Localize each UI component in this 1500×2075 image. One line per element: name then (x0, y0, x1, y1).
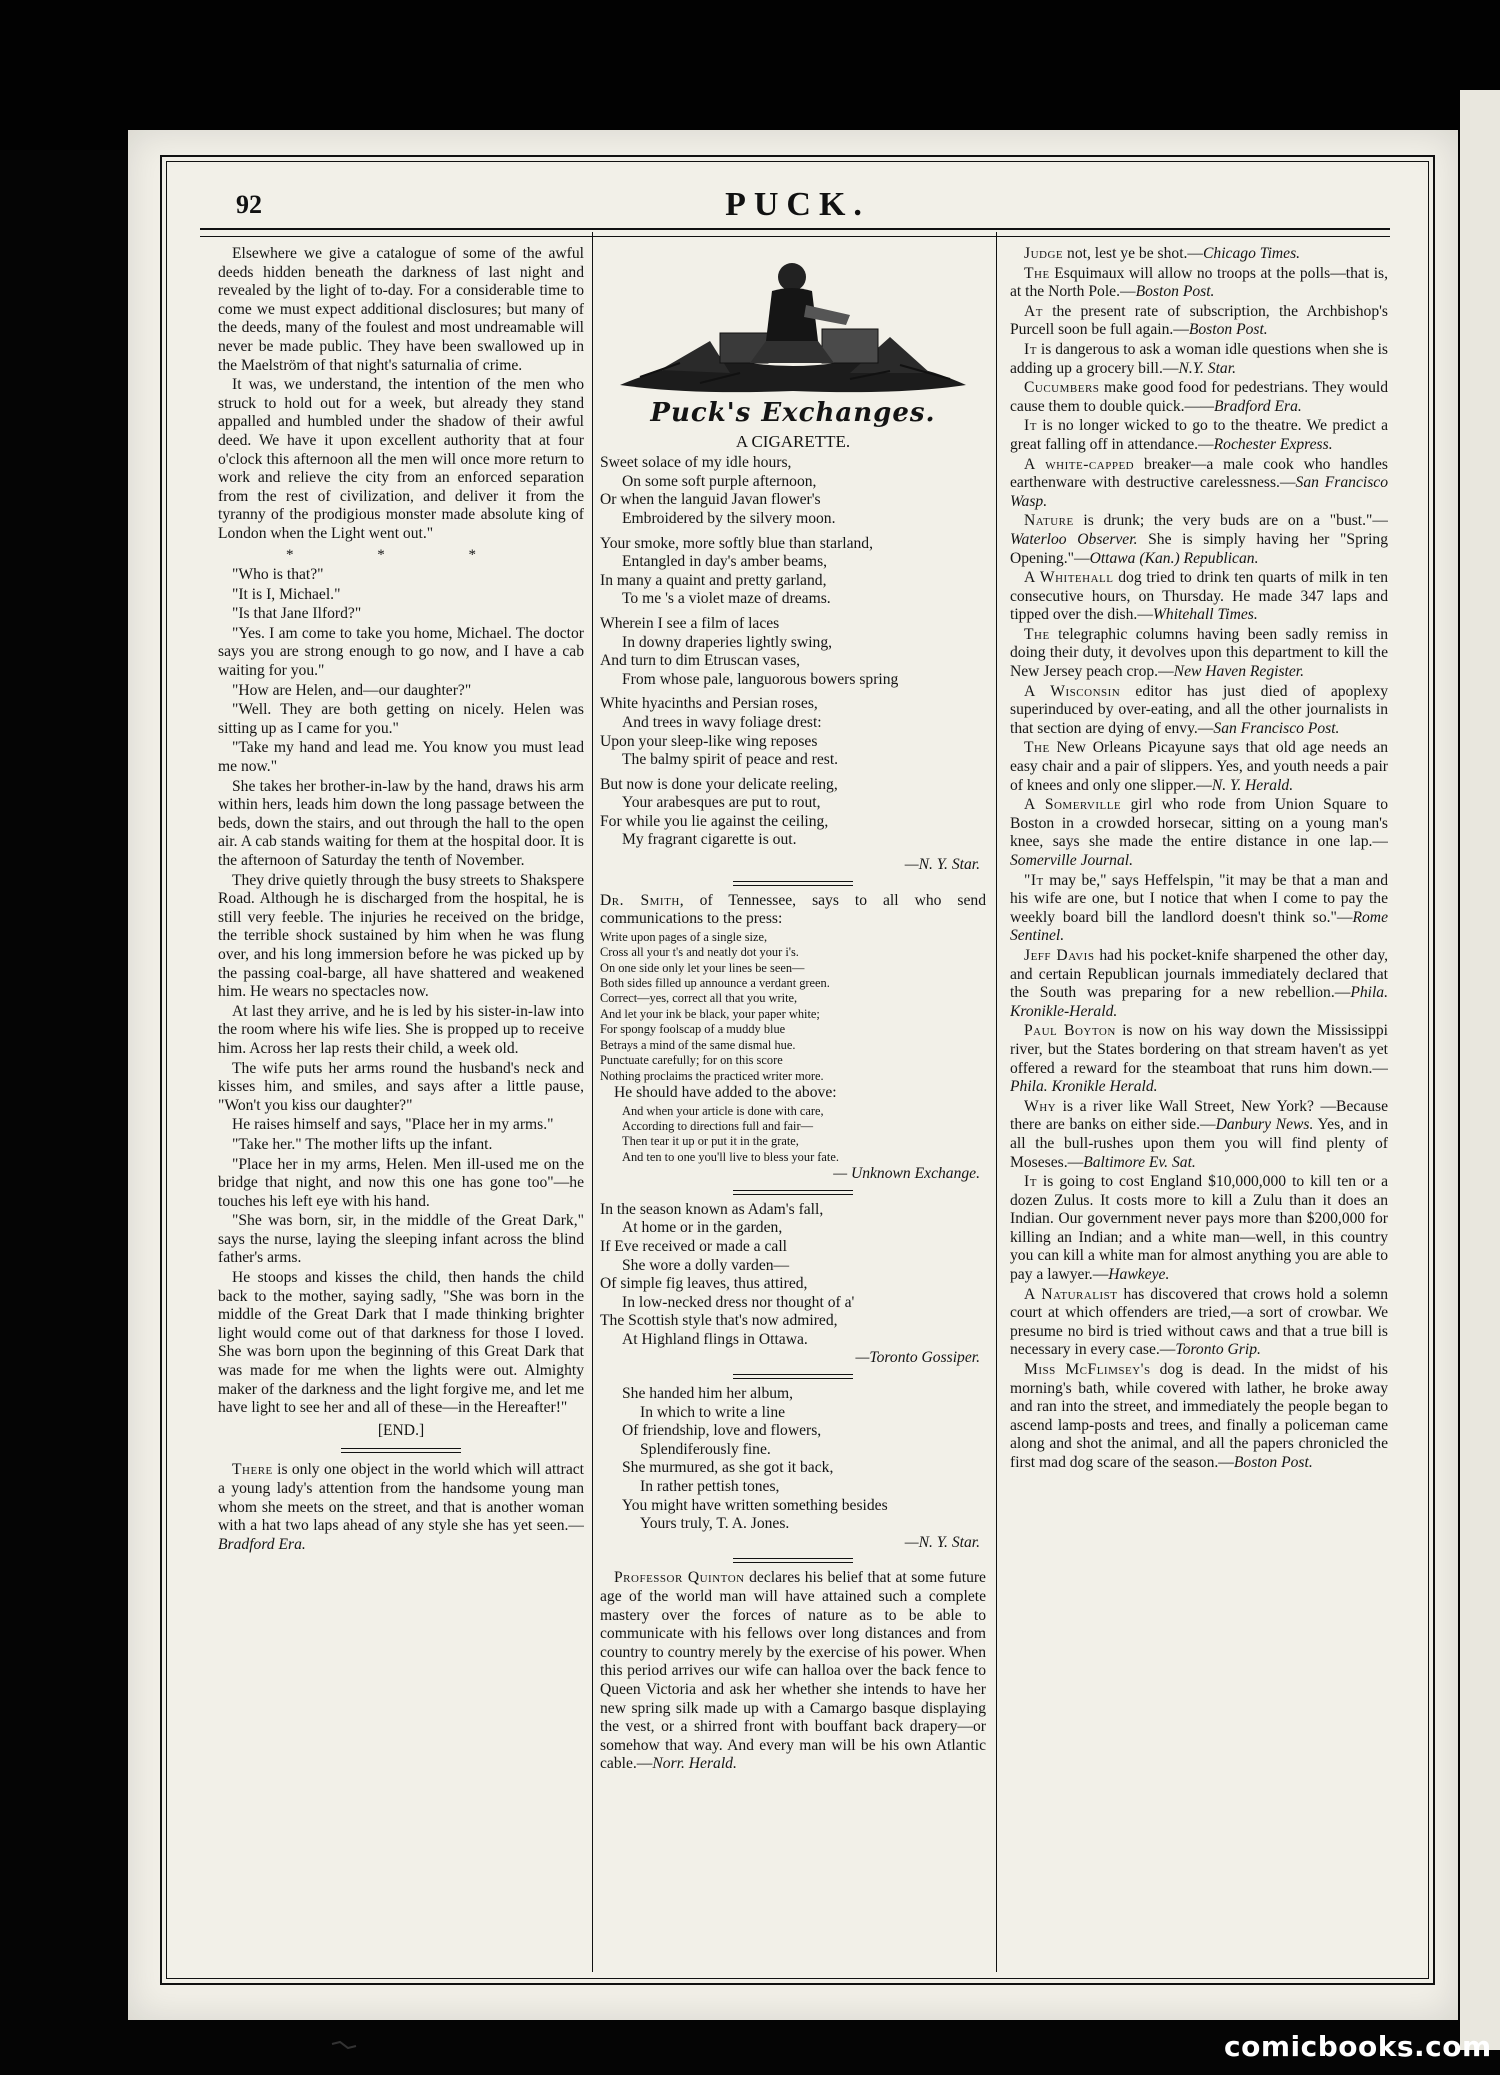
lead-word: At (1024, 302, 1043, 320)
lead-word: A Naturalist (1024, 1285, 1118, 1303)
exchange-item (1010, 569, 1388, 625)
masthead-title: PUCK. (725, 186, 870, 223)
source-credit: Whitehall Times. (1152, 606, 1258, 624)
lead-word: It (1024, 1173, 1037, 1191)
item-text: may be," says Heffelspin, "it may be that a man and his wife are one, but I notice that when I come to pay the weekly board bill the landlord doesn't think so."— (1010, 871, 1388, 926)
lead-word: A Somerville (1024, 796, 1122, 814)
exchange-item (1010, 512, 1388, 568)
paragraph (218, 1461, 584, 1554)
paragraph: He raises himself and says, "Place her in my arms." (232, 1116, 554, 1134)
lead-word: Cucumbers (1024, 379, 1100, 397)
exchange-item (1010, 417, 1388, 454)
verse-line: Write upon pages of a single size, (600, 929, 768, 944)
source-credit: Boston Post. (1233, 1454, 1313, 1471)
source-credit: Phila. Kronikle Herald. (1010, 1078, 1158, 1096)
poem-line: In the season known as Adam's fall, (600, 1200, 824, 1218)
source-credit: Somerville Journal. (1010, 852, 1133, 869)
lead-word: A white-capped (1024, 455, 1135, 473)
poem-line: In which to write a line (640, 1403, 786, 1421)
poem-line: Yours truly, T. A. Jones. (640, 1515, 790, 1533)
poem-line: Your smoke, more softly blue than starland, (600, 534, 874, 552)
item-text: girl who rode from Union Square to Boston in a crowded horsecar, sitting on a young man's knee, says she made the entire distance in one lap.— (1010, 796, 1388, 851)
column-3 (1010, 245, 1388, 1965)
paragraph: At last they arrive, and he is led by his sister-in-law into the room where his wife lies. She is propped up to receive him. Across her lap rests their child, a week old. (218, 1002, 584, 1057)
source-credit: San Francisco Post. (1213, 719, 1340, 737)
item-text: make good food for pedestrians. They would cause them to double quick.— (1010, 379, 1388, 415)
exchange-item (1010, 245, 1388, 264)
paragraph-text: , of Tennessee, says to all who send communications to the press: (600, 891, 986, 928)
source-credit: Norr. Herald. (652, 1755, 737, 1773)
verse-block (600, 930, 986, 1084)
lead-word: Dr. Smith (600, 891, 680, 909)
poem-line: Entangled in day's amber beams, (622, 553, 828, 571)
item-text: dog is dead. In the midst of his morning's bath, while covered with lather, he broke away and ran into the street, and immediately the people began to ascend lamp-posts and trees, and finally a policeman came along and shot the animal, and all the papers chronicled the first mad dog scare of the season.— (1010, 1361, 1388, 1471)
paragraph: The wife puts her arms round the husband's neck and kisses him, and smiles, and says after a little pause, "Won't you kiss our daughter?" (218, 1059, 584, 1114)
source-credit: —N. Y. Star. (904, 1533, 980, 1551)
exchange-item (1010, 626, 1388, 682)
source-credit: N. Y. Herald. (1211, 776, 1294, 794)
poem-album (600, 1385, 986, 1534)
puck-reading-illustration (600, 245, 986, 400)
verse-line: Punctuate carefully; for on this score (600, 1053, 783, 1068)
poem-line: Sweet solace of my idle hours, (600, 454, 792, 472)
column-divider-1 (592, 232, 593, 1972)
source-credit: Baltimore Ev. Sat. (1083, 1153, 1196, 1171)
item-text: dog tried to drink ten quarts of milk in ten consecutive hours, on Thursday. He made 347 laps and tipped over the dish.— (1010, 569, 1388, 624)
source-credit: Boston Post. (1135, 283, 1215, 301)
source-credit: Boston Post. (1188, 321, 1268, 339)
page-header (190, 186, 1405, 226)
verse-line: Betrays a mind of the same dismal hue. (600, 1037, 796, 1052)
source-credit: —Toronto Gossiper. (855, 1349, 980, 1367)
source-credit: Bradford Era. (218, 1535, 306, 1553)
paragraph-text: is only one object in the world which will attract a young lady's attention from the handsome young man whom she meets on the street, and that is another woman with a hat two laps ahead of any style she has yet seen.— (218, 1461, 584, 1535)
exchange-item (1010, 947, 1388, 1021)
verse-block (600, 1104, 986, 1166)
dialogue-line: "Well. They are both getting on nicely. Helen was sitting up as I came for you." (218, 701, 584, 737)
item-text: had his pocket-knife sharpened the other day, and certain Republican journals immediately declared that the South was preparing for a new rebellion.— (1010, 946, 1388, 1002)
verse-line: Then tear it up or put it in the grate, (622, 1134, 799, 1149)
exchange-item (1010, 1173, 1388, 1285)
item-text: is now on his way down the Mississippi river, but the States bordering on that stream haven't as yet offered a reward for the steamboat that runs him down.— (1010, 1022, 1388, 1077)
dialogue-line: "It is I, Michael." (232, 585, 341, 603)
item-text: editor has just died of apoplexy superinduced by over-eating, and all the other journalists in that section are dying of envy.— (1010, 682, 1388, 737)
paragraph: He stoops and kisses the child, then hands the child back to the mother, saying sadly, "She was born in the middle of the Great Dark that I made thinking brighter light would come out of that darkness for those I loved. She was born upon the beginning of this Great Dark that was made for me when the lights were out. Almighty maker of the darkness and the light forgive me, and let me have light to see her and all of these—in the Hereafter!" (218, 1269, 584, 1417)
verse-line: For spongy foolscap of a muddy blue (600, 1022, 786, 1037)
item-text: has discovered that crows hold a solemn court at which offenders are tried,—a sort of crowbar. We presume no bird is tried without caws and that a true bill is necessary in every case.— (1010, 1285, 1388, 1359)
poem-line: She wore a dolly varden— (622, 1256, 790, 1274)
exchange-item (1010, 872, 1388, 946)
poem-line: Of friendship, love and flowers, (622, 1422, 822, 1440)
exchange-item (1010, 1361, 1388, 1473)
poem-line: From whose pale, languorous bowers spring (622, 670, 899, 688)
item-text: the present rate of subscription, the Archbishop's Purcell soon be full again.— (1010, 302, 1388, 339)
paragraph: She takes her brother-in-law by the hand, draws his arm within hers, leads him down the long passage between the beds, down the stairs, and out through the hall to the open air. A cab stands waiting for them at the hospital door. It is the afternoon of Saturday the tenth of November. (218, 777, 584, 869)
paragraph: "She was born, sir, in the middle of the Great Dark," says the nurse, laying the sleeping infant across the blind father's arms. (218, 1212, 584, 1267)
source-credit: Waterloo Observer. (1010, 530, 1138, 548)
exchange-item (1010, 341, 1388, 378)
section-rule (733, 1374, 853, 1379)
lead-word: Miss McFlimsey's (1024, 1361, 1151, 1379)
source-credit: Chicago Times. (1203, 245, 1301, 262)
poem-adams-fall (600, 1201, 986, 1350)
item-text: She is simply having her "Spring Opening."— (1010, 530, 1388, 567)
poem-line: You might have written something besides (622, 1496, 888, 1514)
end-marker: [END.] (377, 1421, 425, 1439)
lead-word: It (1024, 340, 1037, 358)
source-credit: Rochester Express. (1213, 435, 1333, 453)
watermark-text: comicbooks.com (1224, 2030, 1492, 2063)
poem-line: She handed him her album, (622, 1385, 794, 1403)
poem-line: Embroidered by the silvery moon. (622, 509, 836, 527)
page-number: 92 (236, 190, 262, 219)
source-credit: —Bradford Era. (1200, 397, 1302, 415)
lead-word: Jeff Davis (1024, 946, 1095, 964)
verse-line: And ten to one you'll live to bless your fate. (622, 1149, 839, 1164)
poem-line: In many a quaint and pretty garland, (600, 571, 827, 589)
poem-line: To me 's a violet maze of dreams. (622, 590, 831, 608)
poem-line: She murmured, as she got it back, (622, 1459, 834, 1477)
source-credit: Hawkeye. (1108, 1266, 1170, 1284)
section-stars: * * * (286, 546, 516, 563)
verse-line: Both sides filled up announce a verdant green. (600, 976, 830, 991)
item-text: is no longer wicked to go to the theatre. We predict a great falling off in attendance.— (1010, 417, 1388, 453)
source-credit: New Haven Register. (1173, 663, 1305, 681)
section-rule (733, 1190, 853, 1195)
exchange-item (1010, 379, 1388, 416)
section-rule (341, 1448, 461, 1453)
lead-word: The (1024, 739, 1050, 757)
paragraph: He should have added to the above: (614, 1083, 837, 1101)
paragraph (600, 1569, 986, 1774)
verse-line: And when your article is done with care, (622, 1103, 824, 1118)
poem-line: And trees in wavy foliage drest: (622, 713, 822, 731)
lead-word: "It (1024, 871, 1044, 889)
poem-line: The balmy spirit of peace and rest. (622, 751, 839, 769)
section-title: Puck's Exchanges. (650, 398, 936, 428)
column-1 (218, 245, 584, 1965)
header-rule (200, 228, 1390, 237)
section-rule (733, 881, 853, 886)
dialogue-line: "Take my hand and lead me. You know you must lead me now." (218, 739, 584, 776)
item-text: not, lest ye be shot.— (1063, 245, 1204, 262)
poem-line: If Eve received or made a call (600, 1237, 788, 1255)
poem-line: For while you lie against the ceiling, (600, 812, 829, 830)
facing-page-edge (1460, 90, 1500, 2050)
poem-line: The Scottish style that's now admired, (600, 1312, 838, 1330)
source-credit: — Unknown Exchange. (833, 1165, 980, 1183)
exchange-item (1010, 1098, 1388, 1172)
exchange-item (1010, 303, 1388, 340)
verse-line: On one side only let your lines be seen— (600, 960, 805, 975)
lead-word: Paul Boyton (1024, 1022, 1116, 1040)
lead-word: Why (1024, 1097, 1057, 1115)
poem-line: Or when the languid Javan flower's (600, 491, 821, 509)
dialogue-line: "How are Helen, and—our daughter?" (232, 681, 472, 699)
poem-line: And turn to dim Etruscan vases, (600, 652, 801, 670)
section-rule (733, 1558, 853, 1563)
column-divider-2 (996, 232, 997, 1972)
source-credit: Phila. Kronikle-Herald. (1010, 984, 1388, 1020)
lead-word: Professor Quinton (614, 1569, 745, 1587)
poem-line: In downy draperies lightly swing, (622, 633, 833, 651)
lead-word: The (1024, 625, 1050, 643)
exchange-item (1010, 739, 1388, 795)
poem-line: In low-necked dress nor thought of a' (622, 1293, 855, 1311)
poem-line: Of simple fig leaves, thus attired, (600, 1275, 808, 1293)
poem-line: At Highland flings in Ottawa. (622, 1330, 808, 1348)
paragraph: They drive quietly through the busy streets to Shakspere Road. Although he is discharged from the hospital, he is still very feeble. The injuries he received on the bridge, the terrible shock sustained by him when he was flung over, and his long immersion before he was picked up by the passing coal-barge, all have shattered and weakened him. He wears no spectacles now. (218, 871, 584, 1001)
exchange-item (1010, 456, 1388, 512)
exchange-item (1010, 265, 1388, 302)
poem-line: White hyacinths and Persian roses, (600, 695, 818, 713)
item-text: New Orleans Picayune says that old age needs an easy chair and a pair of slippers. Yes, and youth needs a pair of knees and only one slipper.— (1010, 739, 1388, 794)
paragraph: "Place her in my arms, Helen. Men ill-used me on the bridge that night, and now this one has gone too"—he touches his left eye with his hand. (218, 1155, 584, 1210)
poem-cigarette (600, 454, 986, 874)
lead-word: Nature (1024, 512, 1074, 530)
verse-line: According to directions full and fair— (622, 1118, 813, 1133)
poem-line: At home or in the garden, (622, 1219, 783, 1237)
item-text: is a river like Wall Street, New York? —Because there are banks on either side.— (1010, 1097, 1388, 1134)
item-text: Yes, and in all the bull-rushes upon them you will find plenty of Moseses.— (1010, 1116, 1388, 1171)
verse-line: Nothing proclaims the practiced writer more. (600, 1068, 824, 1083)
item-text: is going to cost England $10,000,000 to kill ten or a dozen Zulus. It costs more to kill a Zulu than it does an Indian. Our government never pays more than $200,000 for killing an Indian; and a white man—well, in this country you can kill a white man for almost anything you are able to pay a lawyer.— (1010, 1173, 1388, 1284)
column-2 (600, 245, 986, 1965)
scan-top-shadow (0, 0, 1500, 150)
poem-line: My fragrant cigarette is out. (622, 831, 797, 849)
exchange-item (1010, 683, 1388, 739)
source-credit: Danbury News. (1215, 1116, 1314, 1134)
verse-line: Cross all your t's and neatly dot your i's. (600, 945, 799, 960)
paragraph: Elsewhere we give a catalogue of some of the awful deeds hidden beneath the darkness of last night and revealed by the light of to-day. For a considerable time to come we must expect additional disclosures; but many of the deeds, many of the foulest and most undreamable will never be made public. They have been swallowed up in the Maelström of that night's saturnalia of crime. (218, 245, 584, 374)
lead-word: It (1024, 417, 1037, 435)
paragraph: "Take her." The mother lifts up the infant. (232, 1135, 493, 1153)
poem-line: Splendiferously fine. (640, 1440, 771, 1458)
poem-line: But now is done your delicate reeling, (600, 775, 838, 793)
item-text: telegraphic columns having been sadly remiss in doing their duty, it devolves upon this department to kill the New Jersey peach crop.— (1010, 625, 1388, 681)
exchange-item (1010, 1022, 1388, 1096)
lead-word: Judge (1024, 245, 1064, 262)
source-credit: N.Y. Star. (1178, 359, 1236, 377)
paragraph-text: declares his belief that at some future age of the world man will have attained such a complete mastery over the forces of nature as to be able to communicate with his fellows over long distances and from country to country merely by the exercise of his power. When this period arrives our wife can halloa over the back fence to Queen Victoria and ask her whether she intends to have her new spring silk made up with a Camargo basque displaying the vest, or a shirred front with bouffant back drapery—or somehow that way. And every man will be his own Atlantic cable.— (600, 1569, 986, 1773)
source-credit: Ottawa (Kan.) Republican. (1089, 549, 1259, 567)
dialogue-line: "Is that Jane Ilford?" (232, 605, 362, 623)
item-text: is dangerous to ask a woman idle questions when she is adding up a grocery bill.— (1010, 340, 1388, 377)
poem-line: Your arabesques are put to rout, (622, 794, 821, 812)
item-text: Esquimaux will allow no troops at the polls—that is, at the North Pole.— (1010, 264, 1388, 301)
lead-word: A Wisconsin (1024, 682, 1121, 700)
exchanges-illustration (600, 245, 986, 400)
scan-speck (330, 2040, 360, 2054)
poem-line: In rather pettish tones, (640, 1478, 780, 1496)
lead-word: There (232, 1461, 273, 1479)
poem-line: Upon your sleep-like wing reposes (600, 732, 818, 750)
poem-line: Wherein I see a film of laces (600, 614, 780, 632)
dialogue-line: "Yes. I am come to take you home, Michael. The doctor says you are strong enough to go now, and I have a cab waiting for you." (218, 624, 584, 680)
paragraph (600, 892, 986, 929)
source-credit: —N. Y. Star. (904, 856, 980, 874)
paragraph: It was, we understand, the intention of the men who struck to hold out for a week, but already they stand appalled and humbled under the shadow of their awful deed. We have it upon excellent authority that at four o'clock this afternoon all the men will once more return to work and relieve the city from an enforced separation from the rest of civilization, and deliver it from the tyranny of the prodigious monster made absolute king of London when the Light went out." (218, 376, 584, 542)
verse-line: And let your ink be black, your paper white; (600, 1006, 820, 1021)
source-credit: Toronto Grip. (1175, 1341, 1261, 1359)
lead-word: A Whitehall (1024, 569, 1114, 587)
source-credit: San Francisco Wasp. (1010, 474, 1388, 510)
poem-line: On some soft purple afternoon, (622, 472, 817, 490)
dialogue-line: "Who is that?" (232, 566, 324, 584)
item-text: is drunk; the very buds are on a "bust."— (1073, 512, 1388, 530)
item-text: breaker—a male cook who handles earthenware with destructive carelessness.— (1010, 455, 1388, 492)
verse-line: Correct—yes, correct all that you write, (600, 991, 798, 1006)
exchange-item (1010, 796, 1388, 870)
lead-word: The (1024, 264, 1050, 282)
poem-title: A CIGARETTE. (735, 431, 851, 451)
source-credit: Rome Sentinel. (1010, 908, 1388, 945)
exchange-item (1010, 1286, 1388, 1360)
